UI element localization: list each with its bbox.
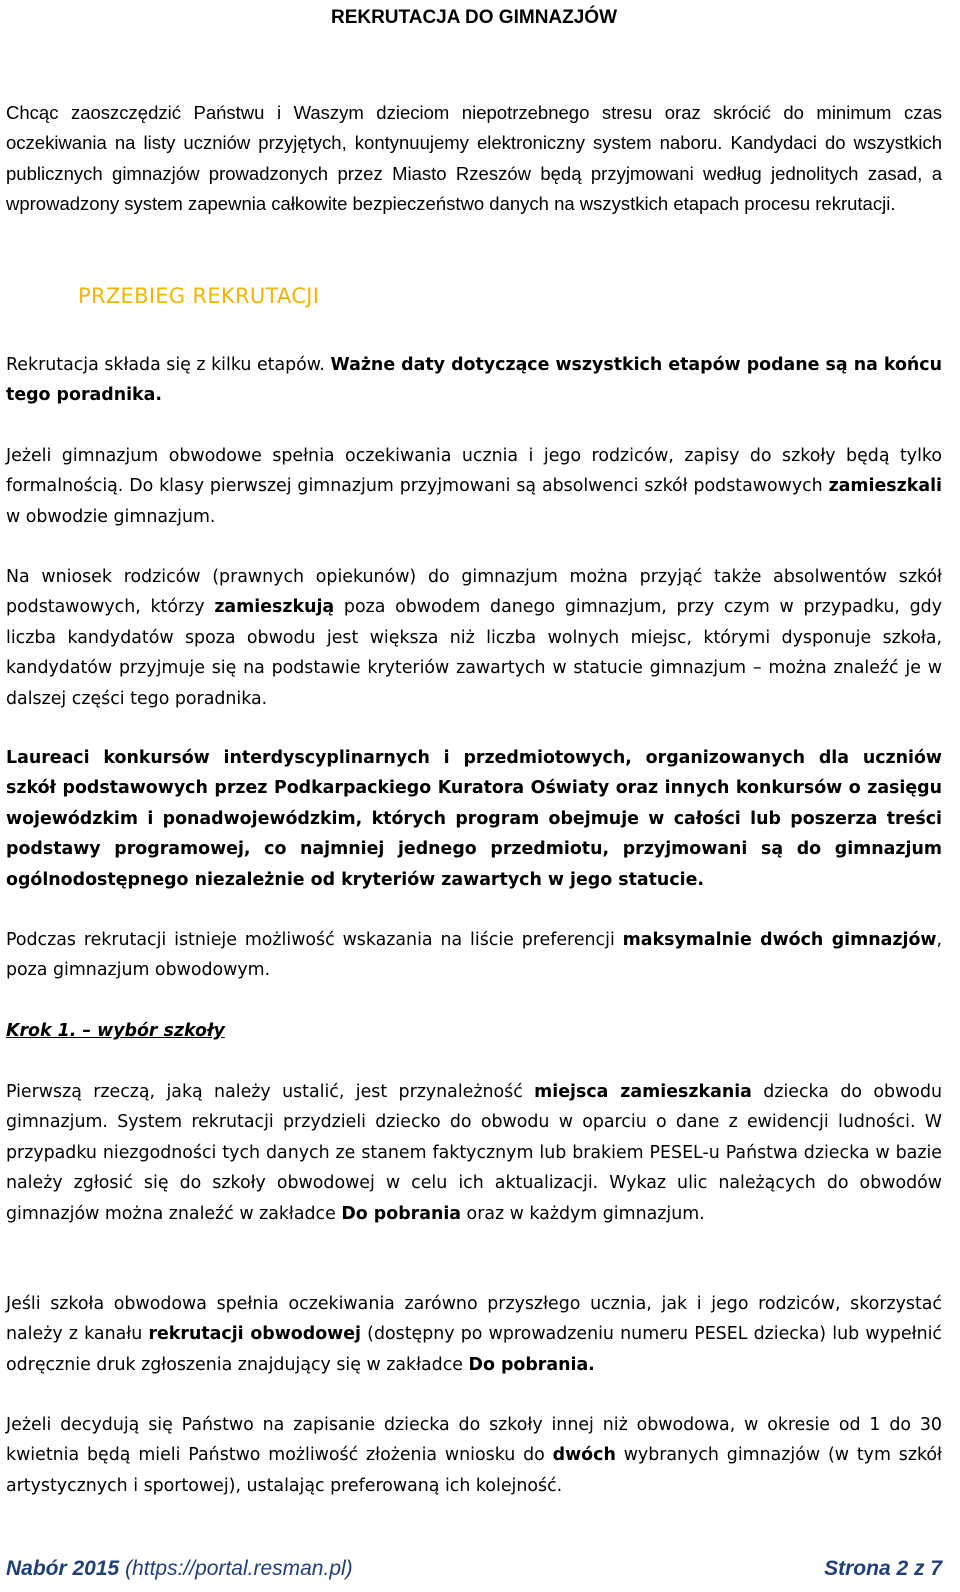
footer-campaign: Nabór 2015 [6, 1557, 120, 1580]
paragraph-channel-text: Jeśli szkoła obwodowa spełnia oczekiwania zarówno przyszłego ucznia, jak i jego rodziców, skorzystać należy z kanału [6, 1294, 942, 1345]
page-footer [6, 1554, 942, 1584]
paragraph-stages-bold: Ważne daty dotyczące wszystkich etapów podane są na końcu tego poradnika. [6, 355, 942, 406]
intro-paragraph: Chcąc zaoszczędzić Państwu i Waszym dzieciom niepotrzebnego stresu oraz skrócić do minimum czas oczekiwania na listy uczniów przyjętych, kontynuujemy elektroniczny system naboru. Kandydaci do wszystkich publicznych gimnazjów prowadzonych przez Miasto Rzeszów będą przyjmowani według jednolitych zasad, a wprowadzony system zapewnia całkowite bezpieczeństwo danych na wszystkich etapach procesu rekrutacji. [6, 102, 942, 215]
paragraph-other-school [6, 1410, 942, 1501]
paragraph-channel-bold: rekrutacji obwodowej [148, 1324, 361, 1345]
footer-source [6, 1554, 353, 1584]
paragraph-channel-mid: (dostępny po wprowadzeniu numeru PESEL dziecka) lub wypełnić odręcznie druk zgłoszenia znajdujący się w zakładce [6, 1324, 942, 1375]
paragraph-preferences-bold: maksymalnie dwóch gimnazjów [622, 930, 937, 950]
paragraph-stages [6, 350, 942, 411]
paragraph-residence-tail: oraz w każdym gimnazjum. [461, 1203, 705, 1224]
footer-url: (https://portal.resman.pl) [119, 1557, 353, 1580]
paragraph-residence-text: Pierwszą rzeczą, jaką należy ustalić, jest przynależność [6, 1082, 535, 1102]
paragraph-out-tail: poza obwodem danego gimnazjum, przy czym w przypadku, gdy liczba kandydatów spoza obwodu jest większa niż liczba wolnych miejsc, którymi dysponuje szkoła, kandydatów przyjmuje się na podstawie kryteriów zawartych w statucie gimnazjum – można znaleźć je w dalszej części tego poradnika. [6, 597, 943, 709]
page-number: Strona 2 z 7 [824, 1557, 942, 1580]
paragraph-laureates [6, 743, 942, 895]
paragraph-stages-text: Rekrutacja składa się z kilku etapów. [6, 355, 331, 375]
paragraph-other-tail: wybranych gimnazjów (w tym szkół artystycznych i sportowej), ustalając preferowaną ich kolejność. [6, 1445, 942, 1496]
paragraph-channel-link: Do pobrania. [468, 1354, 595, 1375]
paragraph-residence-mid: dziecka do obwodu gimnazjum. System rekrutacji przydzieli dziecko do obwodu w oparciu o dane z ewidencji ludności. W przypadku niezgodności tych danych ze stanem faktycznym lub brakiem PESEL-u Państwa dziecka w bazie należy zgłosić się do szkoły obwodowej w celu ich aktualizacji. Wykaz ulic należących do obwodów gimnazjów można znaleźć w zakładce [6, 1082, 943, 1224]
paragraph-preferences-tail: , poza gimnazjum obwodowym. [6, 930, 942, 981]
step-heading: Krok 1. – wybór szkoły [6, 1021, 225, 1041]
section-heading: PRZEBIEG REKRUTACJI [78, 284, 320, 308]
paragraph-out-text: Na wniosek rodziców (prawnych opiekunów) do gimnazjum można przyjąć także absolwentów szkół podstawowych, którzy [6, 567, 942, 618]
paragraph-other-bold: dwóch [552, 1445, 616, 1466]
paragraph-district-bold: zamieszkali [828, 476, 942, 497]
paragraph-district-school [6, 441, 942, 532]
paragraph-residence [6, 1077, 942, 1229]
paragraph-district-tail: w obwodzie gimnazjum. [6, 506, 216, 527]
paragraph-district-channel [6, 1289, 942, 1380]
paragraph-preferences [6, 925, 942, 986]
paragraph-residence-link: Do pobrania [341, 1203, 462, 1224]
paragraph-other-text: Jeżeli decydują się Państwo na zapisanie dziecka do szkoły innej niż obwodowa, w okresie od 1 do 30 kwietnia będą mieli Państwo możliwość złożenia wniosku do [6, 1415, 942, 1466]
paragraph-preferences-text: Podczas rekrutacji istnieje możliwość wskazania na liście preferencji [6, 930, 623, 950]
paragraph-district-text: Jeżeli gimnazjum obwodowe spełnia oczekiwania ucznia i jego rodziców, zapisy do szkoły będą tylko formalnością. Do klasy pierwszej gimnazjum przyjmowani są absolwenci szkół podstawowych [6, 446, 942, 497]
page-title: REKRUTACJA DO GIMNAZJÓW [330, 7, 618, 28]
paragraph-laureates-bold: Laureaci konkursów interdyscyplinarnych i przedmiotowych, organizowanych dla uczniów szkół podstawowych przez Podkarpackiego Kuratora Oświaty oraz innych konkursów o zasięgu wojewódzkim i ponadwojewódzkim, których program obejmuje w całości lub poszerza treści podstawy programowej, co najmniej jednego przedmiotu, przyjmowani są do gimnazjum ogólnodostępnego niezależnie od kryteriów zawartych w jego statucie. [6, 748, 942, 890]
paragraph-residence-bold: miejsca zamieszkania [534, 1082, 752, 1102]
paragraph-out-of-district [6, 562, 942, 714]
paragraph-out-bold: zamieszkują [214, 597, 335, 618]
